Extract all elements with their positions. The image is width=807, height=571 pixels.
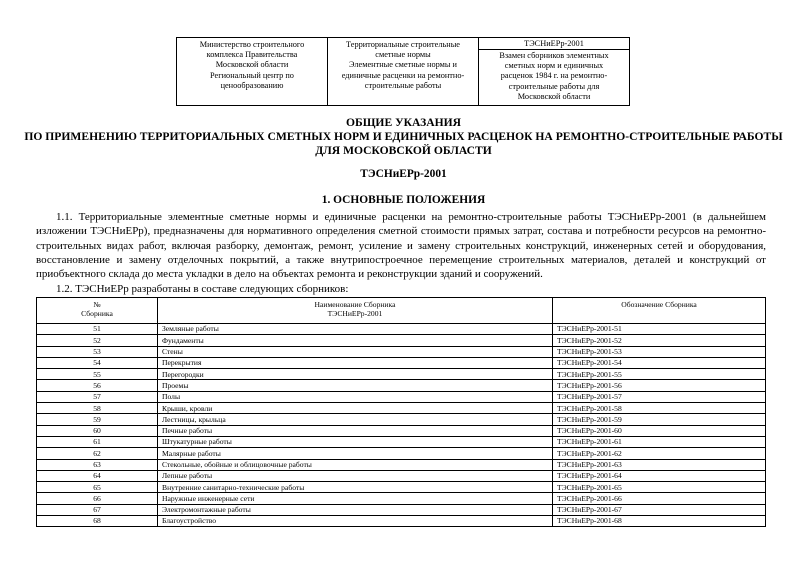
cell-designation: ТЭСНиЕРр-2001-53 — [553, 346, 766, 357]
cell-number: 59 — [37, 414, 158, 425]
table-row — [37, 448, 766, 459]
table-body — [37, 324, 766, 527]
table-row — [37, 324, 766, 335]
cell-name: Благоустройство — [158, 516, 553, 527]
header-norms-line: единичные расценки на ремонтно- — [341, 70, 465, 80]
header-norms-cell — [328, 38, 479, 105]
table-row — [37, 470, 766, 481]
cell-number: 52 — [37, 335, 158, 346]
header-replaces-line: строительные работы для — [508, 81, 600, 91]
table-row — [37, 516, 766, 527]
cell-name: Лепные работы — [158, 470, 553, 481]
cell-designation: ТЭСНиЕРр-2001-68 — [553, 516, 766, 527]
table-row — [37, 380, 766, 391]
header-norms-line: Элементные сметные нормы и — [349, 60, 457, 70]
cell-designation: ТЭСНиЕРр-2001-56 — [553, 380, 766, 391]
header-code: ТЭСНиЕРр-2001 — [479, 38, 629, 50]
cell-designation: ТЭСНиЕРр-2001-62 — [553, 448, 766, 459]
cell-name: Печные работы — [158, 425, 553, 436]
title-line: ОБЩИЕ УКАЗАНИЯ — [346, 116, 461, 129]
cell-name: Земляные работы — [158, 324, 553, 335]
table-row — [37, 369, 766, 380]
header-ministry-line: комплекса Правительства — [206, 50, 298, 60]
cell-name: Стены — [158, 346, 553, 357]
cell-name: Стекольные, обойные и облицовочные работы — [158, 459, 553, 470]
cell-name: Полы — [158, 391, 553, 402]
cell-number: 66 — [37, 493, 158, 504]
cell-designation: ТЭСНиЕРр-2001-63 — [553, 459, 766, 470]
header-name-line: ТЭСНиЕРр-2001 — [327, 309, 383, 319]
header-number-line: № — [93, 300, 101, 309]
header-designation — [553, 298, 766, 324]
table-row — [37, 335, 766, 346]
document-code-heading: ТЭСНиЕРр-2001 — [360, 168, 447, 180]
section-heading: 1. ОСНОВНЫЕ ПОЛОЖЕНИЯ — [321, 194, 486, 206]
header-replaces-line: Взамен сборников элементных — [499, 51, 609, 60]
cell-number: 67 — [37, 504, 158, 515]
table-row — [37, 391, 766, 402]
header-replaces-line: сметных норм и единичных — [504, 61, 604, 71]
header-ministry-line: Московской области — [215, 60, 289, 70]
title-line: ДЛЯ МОСКОВСКОЙ ОБЛАСТИ — [315, 144, 492, 158]
table-row — [37, 346, 766, 357]
paragraph-1-2: 1.2. ТЭСНиЕРр разработаны в составе следующих сборников: — [56, 283, 349, 295]
table-row — [37, 403, 766, 414]
cell-name: Наружные инженерные сети — [158, 493, 553, 504]
cell-number: 57 — [37, 391, 158, 402]
cell-designation: ТЭСНиЕРр-2001-60 — [553, 425, 766, 436]
cell-name: Электромонтажные работы — [158, 504, 553, 515]
cell-number: 51 — [37, 324, 158, 335]
collections-table — [36, 297, 766, 527]
header-replaces-line: Московской области — [517, 91, 591, 101]
cell-designation: ТЭСНиЕРр-2001-67 — [553, 504, 766, 515]
header-code-cell — [479, 38, 629, 105]
cell-name: Проемы — [158, 380, 553, 391]
table-row — [37, 357, 766, 368]
document-title — [0, 116, 807, 159]
table-row — [37, 425, 766, 436]
header-ministry-line: ценообразованию — [220, 80, 284, 90]
cell-name: Внутренние санитарно-технические работы — [158, 482, 553, 493]
cell-number: 61 — [37, 436, 158, 447]
cell-name: Малярные работы — [158, 448, 553, 459]
cell-number: 68 — [37, 516, 158, 527]
cell-designation: ТЭСНиЕРр-2001-51 — [553, 324, 766, 335]
cell-name: Штукатурные работы — [158, 436, 553, 447]
header-replaces — [479, 50, 629, 102]
cell-designation: ТЭСНиЕРр-2001-64 — [553, 470, 766, 481]
table-row — [37, 482, 766, 493]
header-ministry-cell — [177, 38, 328, 105]
table-row — [37, 414, 766, 425]
cell-name: Крыши, кровли — [158, 403, 553, 414]
header-table — [176, 37, 630, 106]
cell-designation: ТЭСНиЕРр-2001-66 — [553, 493, 766, 504]
cell-designation: ТЭСНиЕРр-2001-55 — [553, 369, 766, 380]
cell-number: 64 — [37, 470, 158, 481]
cell-designation: ТЭСНиЕРр-2001-59 — [553, 414, 766, 425]
cell-number: 55 — [37, 369, 158, 380]
header-norms-line: сметные нормы — [375, 50, 431, 60]
paragraph-1-1: 1.1. Территориальные элементные сметные нормы и единичные расценки на ремонтно-строительные работы ТЭСНиЕРр-2001 (в дальнейшем изложении ТЭСНиЕРр), предназначены для нормативного определения сметной стоимости прямых затрат, состава и потребности ресурсов на ремонтно-строительных видах работ, включая разборку, демонтаж, ремонт, усиление и замену строительных конструкций, инженерных сетей и оборудования, восстановление и замену отделочных покрытий, а также внутрипостроечное перемещение строительных материалов, деталей и конструкций от приобъектного склада до места укладки в дело на объектах ремонта и реконструкции зданий и сооружений. — [36, 211, 766, 281]
header-norms-line: Территориальные строительные — [346, 40, 460, 49]
header-ministry-line: Региональный центр по — [210, 70, 294, 80]
header-designation-line: Обозначение Сборника — [621, 300, 697, 309]
cell-number: 53 — [37, 346, 158, 357]
cell-name: Лестницы, крыльца — [158, 414, 553, 425]
table-row — [37, 459, 766, 470]
cell-number: 56 — [37, 380, 158, 391]
cell-designation: ТЭСНиЕРр-2001-61 — [553, 436, 766, 447]
header-ministry-line: Министерство строительного — [199, 40, 305, 49]
cell-number: 62 — [37, 448, 158, 459]
cell-number: 63 — [37, 459, 158, 470]
cell-number: 65 — [37, 482, 158, 493]
cell-name: Фундаменты — [158, 335, 553, 346]
cell-designation: ТЭСНиЕРр-2001-57 — [553, 391, 766, 402]
table-row — [37, 493, 766, 504]
cell-number: 60 — [37, 425, 158, 436]
table-row — [37, 436, 766, 447]
cell-designation: ТЭСНиЕРр-2001-58 — [553, 403, 766, 414]
header-number — [37, 298, 158, 324]
cell-name: Перекрытия — [158, 357, 553, 368]
header-name — [158, 298, 553, 324]
cell-name: Перегородки — [158, 369, 553, 380]
cell-number: 54 — [37, 357, 158, 368]
cell-designation: ТЭСНиЕРр-2001-65 — [553, 482, 766, 493]
table-row — [37, 504, 766, 515]
header-norms-line: строительные работы — [364, 80, 442, 90]
header-number-line: Сборника — [81, 309, 113, 319]
header-name-line: Наименование Сборника — [314, 300, 396, 309]
table-header-row — [37, 298, 766, 324]
cell-designation: ТЭСНиЕРр-2001-54 — [553, 357, 766, 368]
cell-designation: ТЭСНиЕРр-2001-52 — [553, 335, 766, 346]
cell-number: 58 — [37, 403, 158, 414]
header-replaces-line: расценок 1984 г. на ремонтно- — [500, 71, 608, 81]
title-line: ПО ПРИМЕНЕНИЮ ТЕРРИТОРИАЛЬНЫХ СМЕТНЫХ НОРМ И ЕДИНИЧНЫХ РАСЦЕНОК НА РЕМОНТНО-СТРОИТЕЛЬНЫЕ РАБОТЫ — [24, 130, 783, 144]
